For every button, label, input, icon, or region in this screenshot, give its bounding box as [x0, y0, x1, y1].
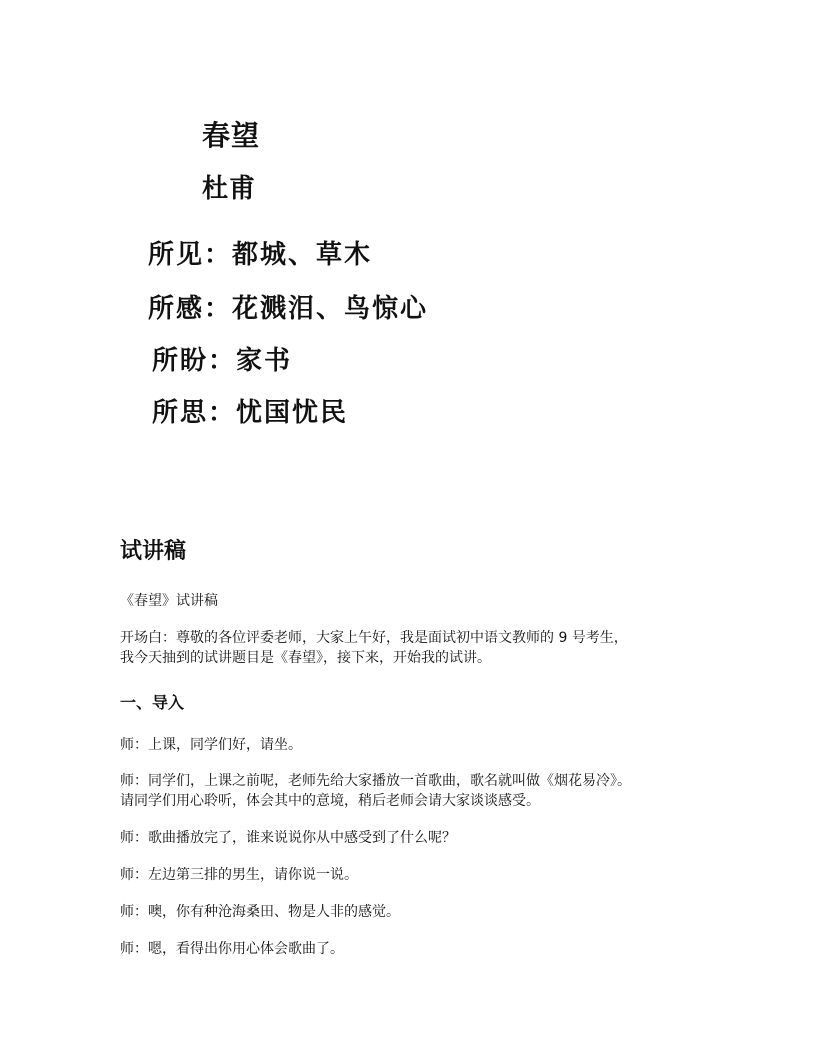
board-note: 所思：忧国忧民 [152, 398, 349, 428]
dialogue-line: 师：上课，同学们好，请坐。 [120, 737, 302, 753]
dialogue-line: 师：歌曲播放完了，谁来说说你从中感受到了什么呢？ [120, 830, 456, 846]
section-heading: 一、导入 [120, 693, 185, 712]
dialogue-line: 师：嗯，看得出你用心体会歌曲了。 [120, 941, 344, 957]
dialogue-line: 师：噢，你有种沧海桑田、物是人非的感觉。 [120, 904, 400, 920]
document-heading: 试讲稿 [120, 539, 187, 564]
opening-line: 我今天抽到的试讲题目是《春望》，接下来，开始我的试讲。 [120, 650, 491, 666]
board-note: 所盼：家书 [152, 346, 293, 376]
poem-author: 杜甫 [202, 174, 257, 204]
opening-paragraph [120, 628, 720, 668]
opening-line: 开场白：尊敬的各位评委老师，大家上午好，我是面试初中语文教师的 9 号考生， [120, 630, 628, 646]
dialogue-line: 师：左边第三排的男生，请你说一说。 [120, 867, 358, 883]
dialogue-line: 师：同学们，上课之前呢，老师先给大家播放一首歌曲，歌名就叫做《烟花易冷》。 [120, 773, 631, 789]
poem-title: 春望 [202, 119, 261, 152]
blackboard-notes [140, 108, 480, 438]
board-note: 所见：都城、草木 [148, 240, 373, 270]
dialogue-paragraph [120, 771, 720, 811]
document-subtitle: 《春望》试讲稿 [120, 593, 218, 609]
board-note: 所感：花溅泪、鸟惊心 [148, 294, 429, 324]
dialogue-line: 请同学们用心聆听，体会其中的意境，稍后老师会请大家谈谈感受。 [120, 793, 540, 809]
